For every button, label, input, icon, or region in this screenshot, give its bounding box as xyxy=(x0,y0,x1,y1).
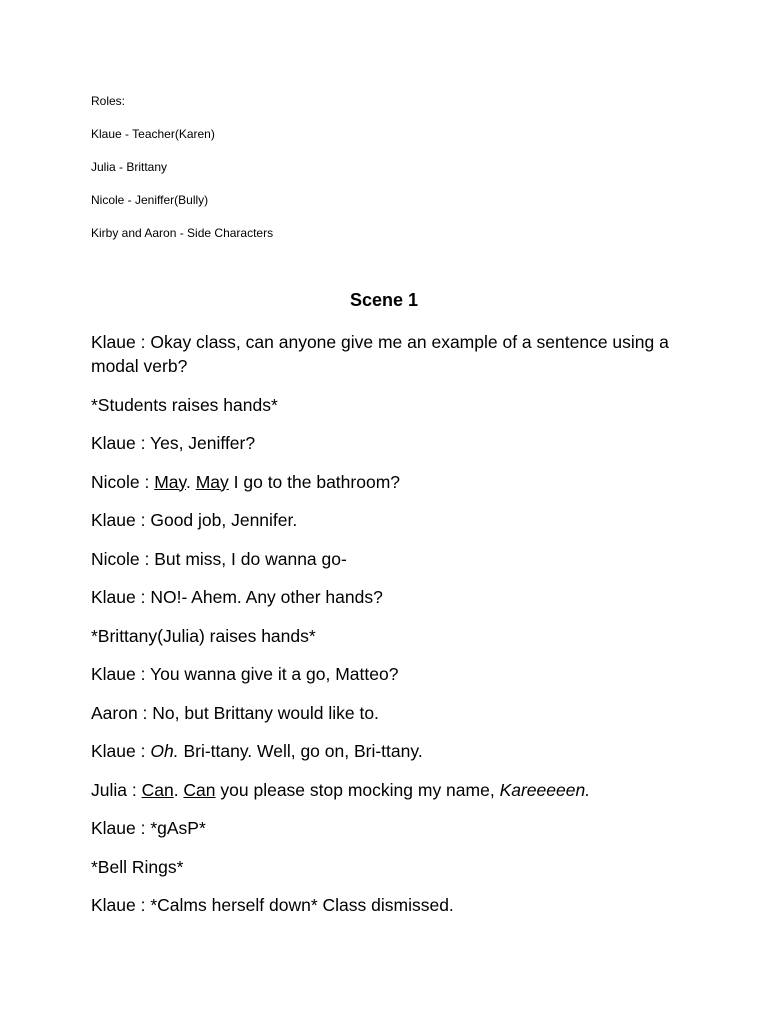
role-item: Nicole - Jeniffer(Bully) xyxy=(91,193,209,207)
script-line: *Brittany(Julia) raises hands* xyxy=(91,625,316,646)
underlined-word: Can xyxy=(141,779,174,800)
script-line: Klaue : Okay class, can anyone give me an example of a sentence using a modal verb? xyxy=(91,332,669,376)
separator: . xyxy=(185,471,196,492)
roles-section xyxy=(91,94,273,259)
script-line: Klaue : Yes, Jeniffer? xyxy=(91,433,256,453)
underlined-word: May xyxy=(195,471,229,492)
separator: . xyxy=(173,779,184,800)
scene-title: Scene 1 xyxy=(349,290,419,310)
script-line: Aaron : No, but Brittany would like to. xyxy=(91,702,379,723)
script-line: Klaue : *Calms herself down* Class dismissed. xyxy=(91,895,454,915)
script-line: Klaue : Good job, Jennifer. xyxy=(91,510,298,530)
line-rest: Bri-ttany. Well, go on, Bri-ttany. xyxy=(178,741,423,761)
script-line: Nicole : But miss, I do wanna go- xyxy=(91,548,347,569)
speaker-prefix: Nicole : xyxy=(91,471,155,492)
underlined-word: Can xyxy=(183,779,216,800)
script-line: Klaue : NO!- Ahem. Any other hands? xyxy=(91,587,383,607)
italic-word: Kareeeeen. xyxy=(499,779,591,800)
script-line: *Students raises hands* xyxy=(91,394,278,415)
speaker-prefix: Julia : xyxy=(91,779,142,800)
script-body xyxy=(91,330,681,932)
italic-word: Oh. xyxy=(150,741,179,761)
script-line xyxy=(91,778,681,802)
line-rest: you please stop mocking my name, xyxy=(215,779,500,800)
script-line: *Bell Rings* xyxy=(91,856,184,877)
role-item: Kirby and Aaron - Side Characters xyxy=(91,226,274,240)
script-line: Klaue : *gAsP* xyxy=(91,818,206,838)
script-line xyxy=(91,739,681,763)
script-line xyxy=(91,470,681,494)
role-item: Julia - Brittany xyxy=(91,160,168,174)
roles-heading: Roles: xyxy=(91,94,126,108)
speaker-prefix: Klaue : xyxy=(91,741,151,761)
script-line: Klaue : You wanna give it a go, Matteo? xyxy=(91,664,399,684)
underlined-word: May xyxy=(154,471,186,492)
role-item: Klaue - Teacher(Karen) xyxy=(91,127,215,141)
line-rest: I go to the bathroom? xyxy=(228,471,401,492)
